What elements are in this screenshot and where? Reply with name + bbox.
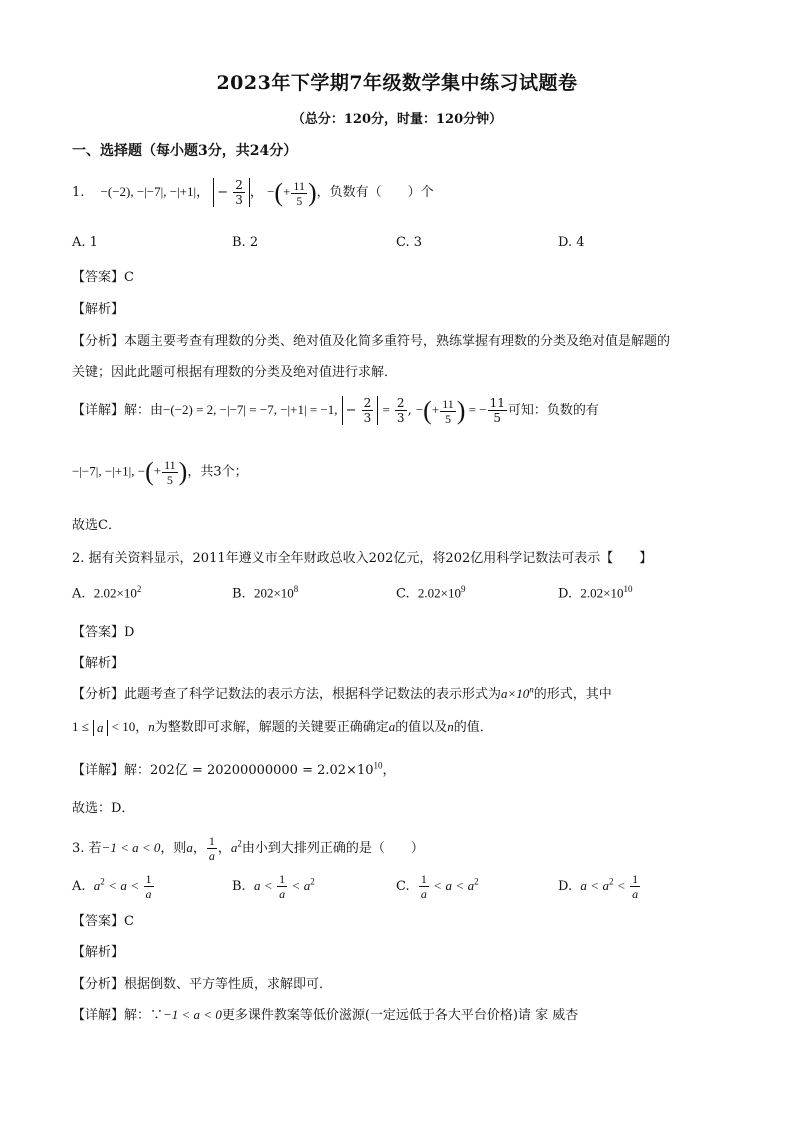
q2-option-a [72,584,141,601]
fenxi-text-2: 的形式，其中 [533,687,612,702]
q3-text-3: 由小到大排列正确的是（ ） [241,841,424,856]
q2-condition: 1 ≤ a < 10，n为整数即可求解，解题的关键要正确确定a的值以及n的值． [72,719,493,735]
q3-answer: 【答案】C [72,914,134,929]
option-base: 2.02×10 [580,585,624,601]
q1-abs-fraction: − $\frac{2}{3}$ [213,178,250,207]
q1-fenxi-2: 关键；因此此题可根据有理数的分类及绝对值进行求解． [72,365,398,380]
page-title: 2023年下学期7年级数学集中练习试题卷 [216,72,578,94]
frac-numerator: 2 [396,396,405,410]
q2-option-c [396,584,465,601]
line2-tail: ，共3个； [187,464,248,480]
xiangjie-condition: −1 < a < 0 [163,1007,222,1022]
cond-text-2: 的值以及 [395,720,448,735]
q3-option-d: D. $a < a^2$ < $\frac{1}{a}$ [558,872,639,901]
frac-denominator: 3 [396,411,405,425]
q1-xiangjie-line-2: −|−7|, −|+1|, −(+ $\frac{11}{5}$ )，共3个； [72,457,248,487]
q3-fenxi: 【分析】根据倒数、平方等性质，求解即可． [72,977,333,992]
q3-text: 3. 若 [72,841,102,856]
option-base: 2.02×10 [93,585,137,601]
q1-option-a: A. 1 [72,235,98,250]
option-label: A. [72,586,86,602]
question-2: 2. 据有关资料显示，2011年遵义市全年财政总收入202亿元，将202亿用科学记数法可表示【 】 [72,551,653,566]
frac-numerator: 11 [293,178,305,193]
abs-fraction: − $\frac{2}{3}$ [342,396,379,425]
xiangjie-tail: 更多课件教案等低价滋源(一定远低于各大平台价格)请 家 威杏 [221,1008,579,1023]
frac-numerator: 11 [489,396,505,410]
frac-denominator: 5 [166,473,173,487]
q3-analysis-label: 【解析】 [72,945,125,960]
q2-xiangjie [72,759,396,778]
line2-expression: −|−7|, −|+1|, − [72,463,146,479]
xiangjie-expression: −(−2) = 2, −|−7| = −7, −|+1| = −1, [163,402,338,417]
q3-xiangjie [72,1004,578,1023]
option-label: B. [232,879,246,894]
q2-conclusion: 故选：D． [72,801,135,816]
q1-paren-fraction: −(+ $\frac{11}{5}$ ) [267,178,317,208]
frac-numerator: 11 [164,458,176,472]
xiangjie-text: 【详解】解：∵ [72,1008,164,1023]
q1-analysis-label: 【解析】 [72,302,125,317]
option-label: C. [396,586,410,602]
q3-condition: −1 < a < 0 [101,840,161,855]
q3-sep: ， [217,841,231,856]
cond-start: 1 ≤ [72,719,89,734]
xiangjie-tail: ， [382,763,396,778]
q1-conclusion: 故选C． [72,518,121,533]
q1-xiangjie: 【详解】解：由−(−2) = 2, −|−7| = −7, −|+1| = −1, − $\frac{2}{3}$ = $\frac{2}{3}$ , −(+ $\frac{11}{5}$ ) = − $\frac{11}{5}$ 可知：负数的有 [72,396,599,426]
q3-option-a: A. $a^2 < a$ < $\frac{1}{a}$ [72,872,152,901]
frac-denominator: 3 [235,193,243,207]
question-3: 3. 若−1 < a < 0，则a， $\frac{1}{a}$ ，$a^2$由小到大排列正确的是（ ） [72,834,424,863]
xiangjie-tail: 可知：负数的有 [507,403,599,418]
option-label: A. [72,879,86,894]
q1-option-b: B. 2 [232,235,259,250]
frac-denominator: 5 [296,193,303,208]
abs-a: a [93,720,108,736]
frac-denominator: 3 [363,411,372,425]
option-label: C. [396,879,410,894]
option-exponent: 9 [460,584,466,594]
option-label: D. [558,586,573,602]
cond-mid: < 10， [111,719,149,734]
q2-fenxi [72,683,612,702]
cond-text: 为整数即可求解，解题的关键要正确确定 [154,720,389,735]
q3-option-b: B. a < $\frac{1}{a}$ < $a^2$ [232,872,315,901]
frac-numerator: 11 [442,396,454,411]
equals: = [382,402,390,417]
section-heading: 一、选择题（每小题3分，共24分） [72,143,298,159]
frac-numerator: 2 [235,178,243,192]
fenxi-text: 【分析】此题考查了科学记数法的表示方法，根据科学记数法的表示形式为 [72,687,502,702]
option-exponent: 8 [293,584,299,594]
frac-denominator: 5 [493,411,502,425]
sci-notation-form: a×10 [501,686,530,701]
q2-option-d [558,584,632,601]
frac-denominator: 5 [444,411,451,426]
q3-text-2: ，则 [160,841,187,856]
q1-option-d: D. 4 [558,235,585,250]
xiangjie-text: 【详解】解：202亿 = 20200000000 = 2.02×10 [72,763,374,778]
frac-numerator: 2 [363,396,372,410]
option-label: B. [232,586,246,602]
q1-expression: −(−2), −|−7|, −|+1| [100,184,197,199]
q1-tail: ，负数有（ ）个 [316,185,434,200]
sci-notation-exponent: n [529,684,534,695]
question-1: 1. −(−2), −|−7|, −|+1|， − $\frac{2}{3}$ ， −(+ $\frac{11}{5}$ )，负数有（ ）个 [72,178,434,208]
q2-answer: 【答案】D [72,625,135,640]
xiangjie-prefix: 【详解】解：由 [72,403,164,418]
q3-option-c: C. $\frac{1}{a}$ < $a < a^2$ [396,872,479,901]
xiangjie-exponent: 10 [373,760,383,771]
option-exponent: 2 [136,584,142,594]
option-base: 202×10 [253,585,294,601]
q1-option-c: C. 3 [396,235,423,250]
page-subtitle: （总分：120分，时量：120分钟） [291,112,503,127]
option-base: 2.02×10 [417,585,461,601]
question-number: 1. [72,185,85,200]
q2-option-b [232,584,298,601]
option-label: D. [558,879,573,894]
option-exponent: 10 [623,584,633,594]
q1-fenxi: 【分析】本题主要考查有理数的分类、绝对值及化简多重符号，熟练掌握有理数的分类及绝对值是解题的 [72,334,671,349]
cond-text-3: 的值． [453,720,493,735]
q2-analysis-label: 【解析】 [72,656,125,671]
q1-answer: 【答案】C [72,270,134,285]
